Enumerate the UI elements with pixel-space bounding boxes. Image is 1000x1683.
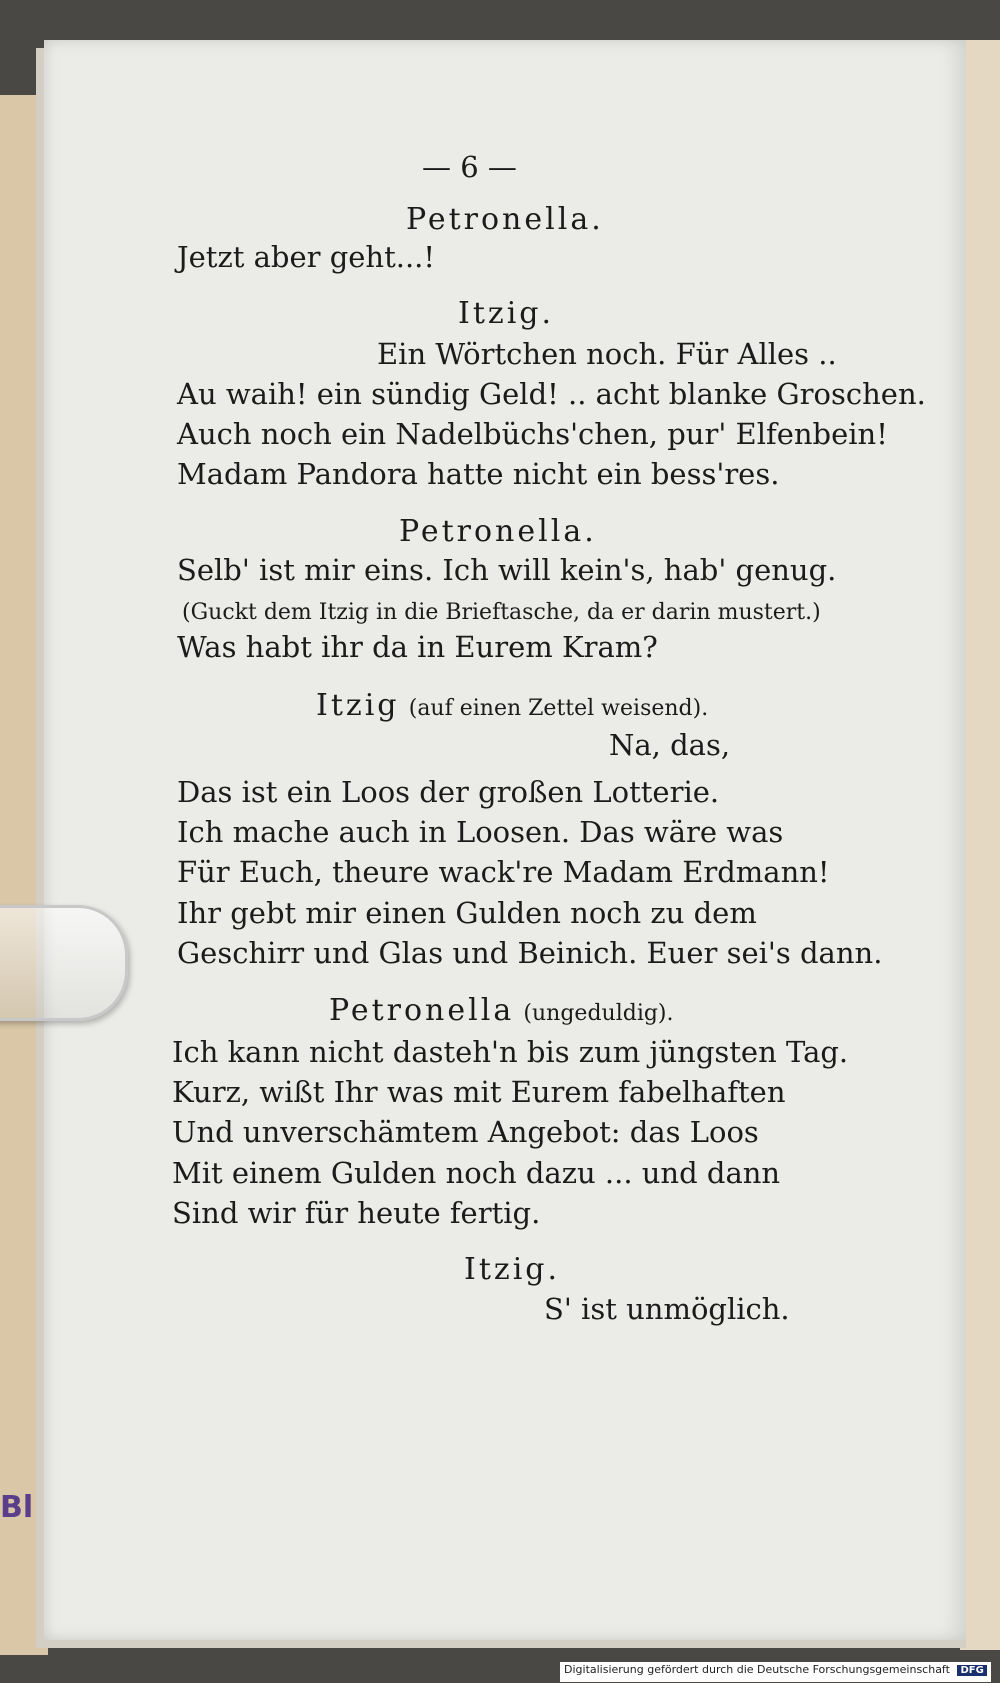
verse-line: Auch noch ein Nadelbüchs'chen, pur' Elfenbein! xyxy=(177,417,888,451)
speaker-line: Itzig. xyxy=(464,1252,561,1287)
verse-line: Für Euch, theure wack're Madam Erdmann! xyxy=(177,855,830,889)
verse-line: S' ist unmöglich. xyxy=(544,1292,790,1326)
verse-line: Was habt ihr da in Eurem Kram? xyxy=(177,630,658,664)
speaker-line: Petronella. xyxy=(406,202,604,237)
verse-line: Na, das, xyxy=(609,728,731,762)
verse-line: Ich mache auch in Loosen. Das wäre was xyxy=(177,815,784,849)
verse-line: Ein Wörtchen noch. Für Alles .. xyxy=(377,337,837,371)
verse-line: Sind wir für heute fertig. xyxy=(172,1196,541,1230)
book-cover-right xyxy=(960,40,1000,1650)
verse-line: Mit einem Gulden noch dazu ... und dann xyxy=(172,1156,781,1190)
page-number: — 6 — xyxy=(422,150,517,184)
dfg-logo-icon: DFG xyxy=(957,1665,986,1676)
digitization-footer xyxy=(560,1662,991,1682)
verse-line: Selb' ist mir eins. Ich will kein's, hab' genug. xyxy=(177,553,837,587)
footer-text: Digitalisierung gefördert durch die Deutsche Forschungsgemeinschaft xyxy=(564,1663,950,1676)
speaker-line: Itzig. xyxy=(458,296,555,331)
stage-direction: (Guckt dem Itzig in die Brieftasche, da er darin mustert.) xyxy=(182,600,821,625)
book-page xyxy=(44,40,966,1640)
edge-label: Bl xyxy=(0,1490,34,1525)
verse-line: Das ist ein Loos der großen Lotterie. xyxy=(177,775,720,809)
speaker-line: Petronella. xyxy=(399,514,597,549)
speaker-line-with-note xyxy=(329,993,674,1028)
speaker-line-with-note xyxy=(316,688,708,723)
speaker-name: Petronella xyxy=(329,993,515,1028)
verse-line: Ihr gebt mir einen Gulden noch zu dem xyxy=(177,896,757,930)
verse-line: Und unverschämtem Angebot: das Loos xyxy=(172,1115,759,1149)
verse-line: Kurz, wißt Ihr was mit Eurem fabelhaften xyxy=(172,1075,786,1109)
paper-clip xyxy=(0,905,128,1021)
speaker-note: (ungeduldig). xyxy=(523,1001,674,1026)
speaker-name: Itzig xyxy=(316,688,400,723)
verse-line: Geschirr und Glas und Beinich. Euer sei's dann. xyxy=(177,936,883,970)
verse-line: Madam Pandora hatte nicht ein bess'res. xyxy=(177,457,780,491)
page-text xyxy=(44,40,966,1640)
speaker-note: (auf einen Zettel weisend). xyxy=(408,696,709,721)
verse-line: Au waih! ein sündig Geld! .. acht blanke Groschen. xyxy=(177,377,926,411)
verse-line: Jetzt aber geht...! xyxy=(177,240,436,274)
verse-line: Ich kann nicht dasteh'n bis zum jüngsten Tag. xyxy=(172,1035,849,1069)
